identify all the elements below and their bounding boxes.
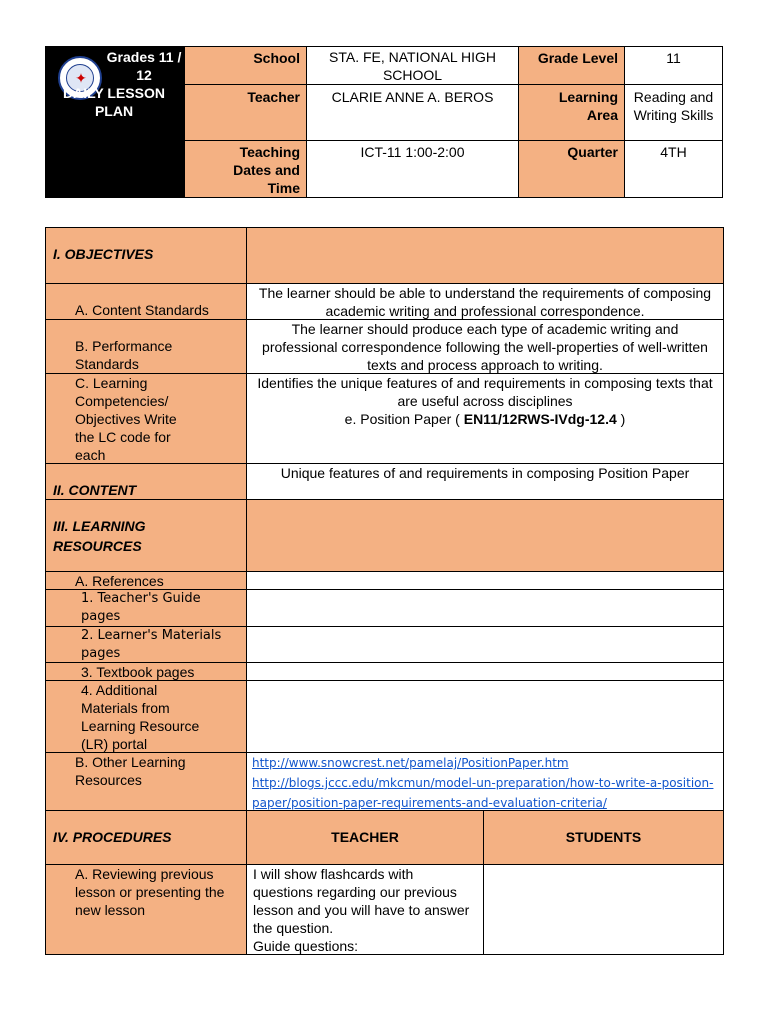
teaching-dates-value: ICT-11 1:00-2:00 [306, 140, 518, 197]
teacher-column-header: TEACHER [246, 810, 483, 864]
school-label: School [184, 47, 306, 84]
learners-materials-value [246, 626, 723, 662]
performance-standards-value: The learner should produce each type of academic writing and professional correspondence following the well-properties of well-written texts and process approach to writing. [246, 319, 723, 373]
review-teacher-text: I will show flashcards with questions regarding our previous lesson and you will have to answer the question. [253, 866, 470, 936]
learning-competencies-value [246, 373, 723, 463]
teacher-value: CLARIE ANNE A. BEROS [306, 84, 518, 140]
quarter-label: Quarter [518, 140, 624, 197]
learners-materials-label: 2. Learner's Materials pages [46, 626, 246, 662]
teachers-guide-value [246, 589, 723, 626]
position-paper-link[interactable]: http://www.snowcrest.net/pamelaj/PositionPaper.htm [252, 756, 569, 770]
references-label: A. References [46, 571, 246, 589]
students-column-header: STUDENTS [483, 810, 723, 864]
objectives-heading: I. OBJECTIVES [46, 228, 246, 283]
reviewing-lesson-label: A. Reviewing previous lesson or presenting the new lesson [46, 864, 246, 954]
teachers-guide-label: 1. Teacher's Guide pages [46, 589, 246, 626]
grade-level-value: 11 [624, 47, 722, 84]
additional-materials-value [246, 680, 723, 752]
learning-resources-heading-value [246, 499, 723, 571]
learning-area-label: Learning Area [518, 84, 624, 140]
competencies-item-suffix: ) [616, 411, 626, 427]
additional-materials-label: 4. Additional Materials from Learning Resource (LR) portal [46, 680, 246, 752]
daily-lesson-plan-title: DAILY LESSON PLAN [63, 85, 165, 119]
guide-questions-label: Guide questions: [253, 938, 359, 954]
competencies-item-prefix: e. Position Paper ( [344, 411, 464, 427]
reviewing-students-activity [483, 864, 723, 954]
quarter-value: 4TH [624, 140, 722, 197]
content-value: Unique features of and requirements in composing Position Paper [246, 463, 723, 499]
deped-seal-icon: ✦ [58, 56, 102, 100]
content-standards-value: The learner should be able to understand the requirements of composing academic writing and professional correspondence. [246, 283, 723, 319]
procedures-heading: IV. PROCEDURES [46, 810, 246, 864]
learning-resources-heading: III. LEARNING RESOURCES [46, 499, 246, 571]
other-resources-value [246, 752, 723, 810]
other-resources-label: B. Other Learning Resources [46, 752, 246, 810]
competencies-text: Identifies the unique features of and requirements in composing texts that are useful across disciplines [257, 375, 713, 409]
learning-area-value: Reading and Writing Skills [624, 84, 722, 140]
references-value [246, 571, 723, 589]
teacher-label: Teacher [184, 84, 306, 140]
lc-code: EN11/12RWS-IVdg-12.4 [463, 411, 617, 427]
reviewing-teacher-activity [246, 864, 483, 954]
performance-standards-label: B. Performance Standards [46, 319, 246, 373]
content-heading: II. CONTENT [46, 463, 246, 499]
textbook-pages-label: 3. Textbook pages [46, 662, 246, 680]
teaching-dates-label: Teaching Dates and Time [184, 140, 306, 197]
grades-label: Grades 11 / 12 [106, 49, 182, 83]
grade-level-label: Grade Level [518, 47, 624, 84]
position-paper-criteria-link[interactable]: http://blogs.jccc.edu/mkcmun/model-un-preparation/how-to-write-a-position-paper/position-paper-requirements-and-evaluation-criteria/ [252, 776, 714, 810]
textbook-pages-value [246, 662, 723, 680]
objectives-heading-value [246, 228, 723, 283]
learning-competencies-label: C. Learning Competencies/ Objectives Write the LC code for each [46, 373, 246, 463]
school-value: STA. FE, NATIONAL HIGH SCHOOL [306, 47, 518, 84]
content-standards-label: A. Content Standards [46, 283, 246, 319]
